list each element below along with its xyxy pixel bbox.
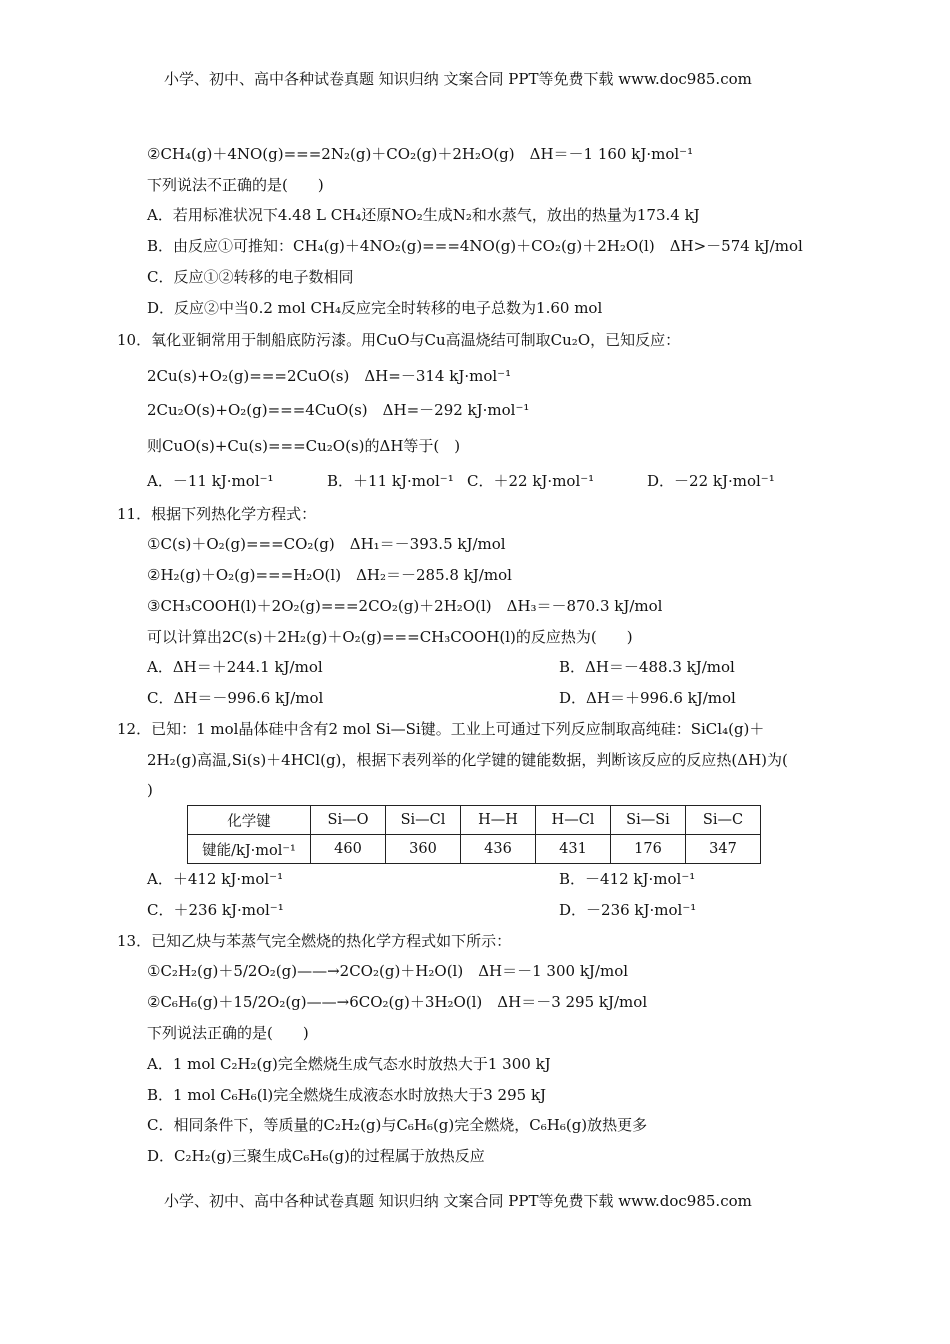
q13-prompt: 下列说法正确的是( ) [147, 1024, 309, 1042]
q10-stem: 10．氧化亚铜常用于制船底防污漆。用CuO与Cu高温烧结可制取Cu₂O，已知反应： [117, 331, 681, 349]
table-cell: Si—Si [611, 806, 686, 835]
q13-option-a: A．1 mol C₂H₂(g)完全燃烧生成气态水时放热大于1 300 kJ [147, 1055, 551, 1073]
q9-equation-2: ②CH₄(g)＋4NO(g)===2N₂(g)＋CO₂(g)＋2H₂O(g) ΔH＝－1 160 kJ·mol⁻¹ [147, 145, 694, 163]
q12-option-b: B．－412 kJ·mol⁻¹ [559, 870, 696, 888]
q12-stem-line-2: 2H₂(g)高温,Si(s)＋4HCl(g)，根据下表列举的化学键的键能数据，判断该反应的反应热(ΔH)为( [147, 751, 788, 769]
table-cell: 360 [386, 835, 461, 864]
table-cell: 431 [536, 835, 611, 864]
table-cell: 347 [686, 835, 761, 864]
table-row [188, 806, 761, 835]
table-cell: H—H [461, 806, 536, 835]
table-cell: 436 [461, 835, 536, 864]
q13-option-b: B．1 mol C₆H₆(l)完全燃烧生成液态水时放热大于3 295 kJ [147, 1086, 547, 1104]
q13-option-d: D．C₂H₂(g)三聚生成C₆H₆(g)的过程属于放热反应 [147, 1147, 485, 1165]
q11-option-d: D．ΔH＝＋996.6 kJ/mol [559, 689, 736, 707]
q10-prompt: 则CuO(s)+Cu(s)===Cu₂O(s)的ΔH等于( ) [147, 437, 461, 455]
q13-equation-1: ①C₂H₂(g)＋5/2O₂(g)——→2CO₂(g)＋H₂O(l) ΔH＝－1 300 kJ/mol [147, 962, 629, 980]
page-header: 小学、初中、高中各种试卷真题 知识归纳 文案合同 PPT等免费下载 www.doc985.com [164, 70, 752, 88]
q9-option-b: B．由反应①可推知：CH₄(g)＋4NO₂(g)===4NO(g)＋CO₂(g)＋2H₂O(l) ΔH>－574 kJ/mol [147, 237, 803, 255]
q12-stem-line-3: ) [147, 781, 153, 799]
q12-option-a: A．＋412 kJ·mol⁻¹ [147, 870, 284, 888]
q10-option-b: B．＋11 kJ·mol⁻¹ [327, 472, 454, 490]
q11-stem: 11．根据下列热化学方程式： [117, 505, 317, 523]
q9-option-a: A．若用标准状况下4.48 L CH₄还原NO₂生成N₂和水蒸气，放出的热量为173.4 kJ [147, 206, 700, 224]
q10-option-c: C．＋22 kJ·mol⁻¹ [467, 472, 595, 490]
q11-option-c: C．ΔH＝－996.6 kJ/mol [147, 689, 324, 707]
table-header-cell: 键能/kJ·mol⁻¹ [188, 835, 311, 864]
q10-option-d: D．－22 kJ·mol⁻¹ [647, 472, 775, 490]
page-footer: 小学、初中、高中各种试卷真题 知识归纳 文案合同 PPT等免费下载 www.doc985.com [164, 1192, 752, 1210]
table-cell: H—Cl [536, 806, 611, 835]
q12-option-d: D．－236 kJ·mol⁻¹ [559, 901, 697, 919]
q11-prompt: 可以计算出2C(s)＋2H₂(g)＋O₂(g)===CH₃COOH(l)的反应热为( ) [147, 628, 633, 646]
q9-prompt: 下列说法不正确的是( ) [147, 176, 324, 194]
q9-option-c: C．反应①②转移的电子数相同 [147, 268, 354, 286]
table-row [188, 835, 761, 864]
table-cell: Si—Cl [386, 806, 461, 835]
q12-stem-line-1: 12．已知：1 mol晶体硅中含有2 mol Si—Si键。工业上可通过下列反应制取高纯硅：SiCl₄(g)＋ [117, 720, 765, 738]
q11-equation-2: ②H₂(g)＋O₂(g)===H₂O(l) ΔH₂＝－285.8 kJ/mol [147, 566, 512, 584]
q10-equation-2: 2Cu₂O(s)+O₂(g)===4CuO(s) ΔH=－292 kJ·mol⁻¹ [147, 401, 530, 419]
bond-energy-table [187, 805, 761, 864]
table-cell: Si—C [686, 806, 761, 835]
table-cell: 460 [311, 835, 386, 864]
table-cell: 176 [611, 835, 686, 864]
q10-equation-1: 2Cu(s)+O₂(g)===2CuO(s) ΔH=－314 kJ·mol⁻¹ [147, 367, 512, 385]
table-cell: Si—O [311, 806, 386, 835]
q11-equation-1: ①C(s)＋O₂(g)===CO₂(g) ΔH₁＝－393.5 kJ/mol [147, 535, 506, 553]
q10-option-a: A．－11 kJ·mol⁻¹ [147, 472, 274, 490]
q13-equation-2: ②C₆H₆(g)＋15/2O₂(g)——→6CO₂(g)＋3H₂O(l) ΔH＝－3 295 kJ/mol [147, 993, 648, 1011]
q12-option-c: C．＋236 kJ·mol⁻¹ [147, 901, 284, 919]
q13-stem: 13．已知乙炔与苯蒸气完全燃烧的热化学方程式如下所示： [117, 932, 512, 950]
q13-option-c: C．相同条件下，等质量的C₂H₂(g)与C₆H₆(g)完全燃烧，C₆H₆(g)放热更多 [147, 1116, 648, 1134]
q11-equation-3: ③CH₃COOH(l)＋2O₂(g)===2CO₂(g)＋2H₂O(l) ΔH₃＝－870.3 kJ/mol [147, 597, 663, 615]
q11-option-b: B．ΔH＝－488.3 kJ/mol [559, 658, 735, 676]
q9-option-d: D．反应②中当0.2 mol CH₄反应完全时转移的电子总数为1.60 mol [147, 299, 603, 317]
q11-option-a: A．ΔH＝＋244.1 kJ/mol [147, 658, 323, 676]
table-header-cell: 化学键 [188, 806, 311, 835]
